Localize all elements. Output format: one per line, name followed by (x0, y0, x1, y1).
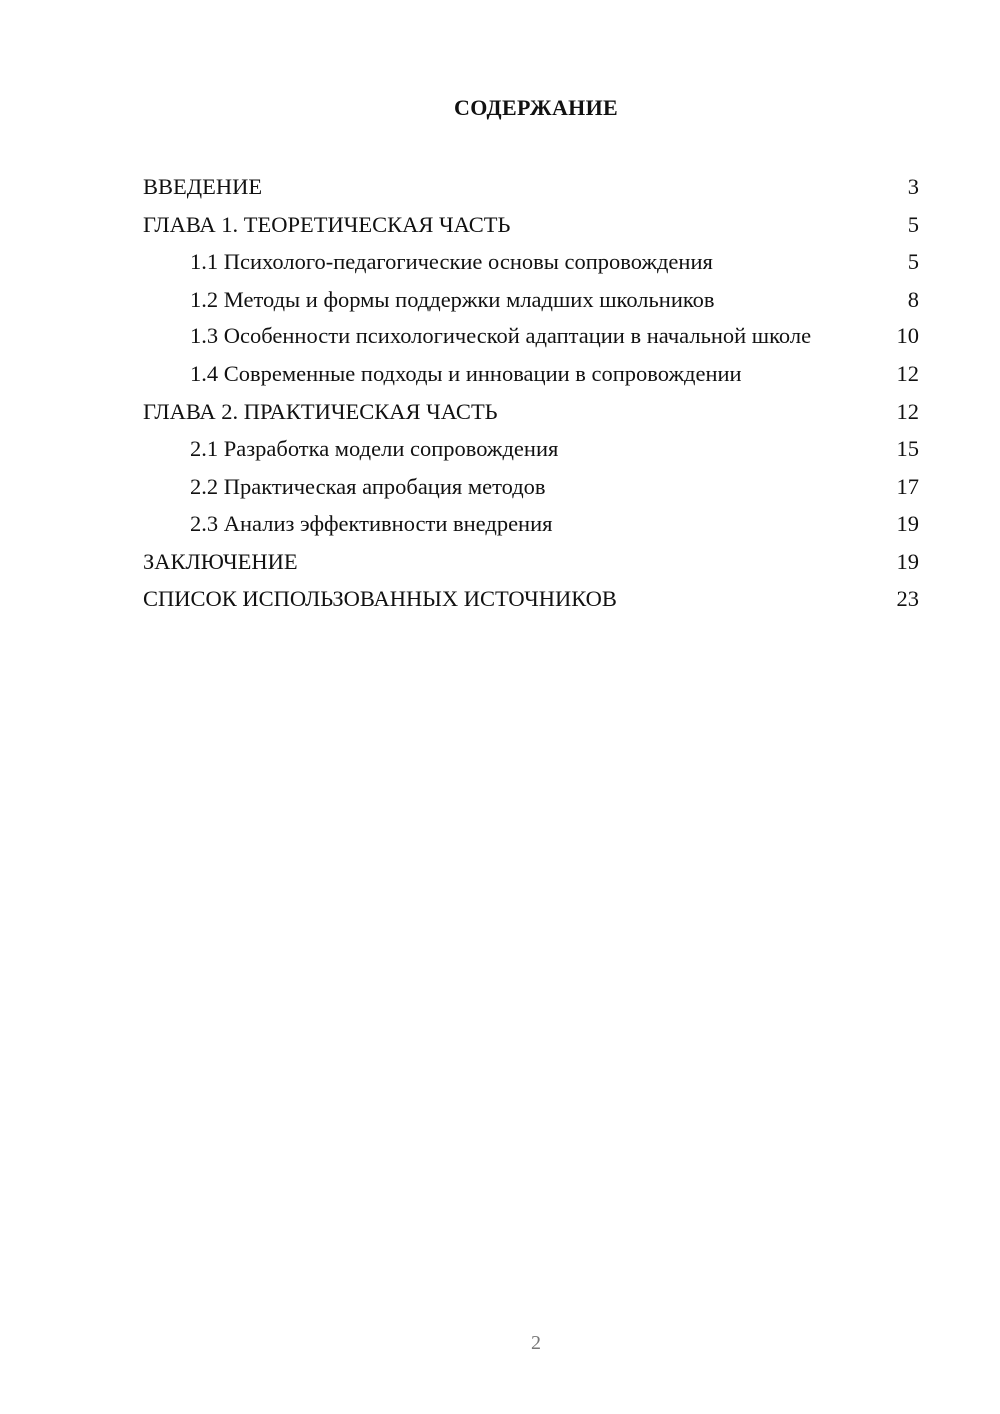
toc-entry-label: 1.2 Методы и формы поддержки младших школьников (190, 286, 715, 312)
toc-entry-page: 17 (896, 473, 919, 499)
toc-entry-conclusion[interactable] (143, 543, 919, 581)
toc-entry-section-1-1[interactable] (143, 243, 919, 281)
toc-entry-page: 23 (896, 586, 919, 611)
toc-entry-section-2-2[interactable] (143, 468, 919, 506)
toc-entry-section-1-4[interactable] (143, 355, 919, 393)
page-number: 2 (531, 1332, 541, 1354)
toc-entry-chapter-1[interactable] (143, 206, 919, 244)
toc-entry-label: ЗАКЛЮЧЕНИЕ (143, 548, 298, 574)
table-of-contents (143, 168, 919, 618)
toc-entry-section-2-3[interactable] (143, 505, 919, 543)
toc-entry-section-2-1[interactable] (143, 430, 919, 468)
page-title: СОДЕРЖАНИЕ (454, 95, 618, 120)
toc-entry-label: ГЛАВА 1. ТЕОРЕТИЧЕСКАЯ ЧАСТЬ (143, 211, 511, 237)
toc-entry-page: 5 (907, 211, 919, 237)
toc-entry-page: 12 (896, 361, 919, 386)
toc-entry-page: 19 (896, 511, 919, 536)
toc-entry-page: 3 (907, 174, 919, 199)
toc-entry-section-1-2[interactable] (143, 281, 919, 319)
toc-entry-page: 8 (907, 286, 919, 312)
toc-entry-page: 12 (896, 398, 919, 424)
toc-entry-label: 1.4 Современные подходы и инновации в сопровождении (190, 361, 742, 386)
toc-entry-chapter-2[interactable] (143, 393, 919, 431)
toc-entry-label: 2.3 Анализ эффективности внедрения (190, 511, 553, 536)
toc-entry-page: 10 (896, 323, 919, 348)
toc-entry-introduction[interactable] (143, 168, 919, 206)
toc-entry-label: ВВЕДЕНИЕ (143, 174, 263, 199)
toc-entry-page: 19 (896, 548, 919, 574)
toc-entry-label: ГЛАВА 2. ПРАКТИЧЕСКАЯ ЧАСТЬ (143, 398, 498, 424)
toc-entry-label: 2.2 Практическая апробация методов (190, 473, 546, 499)
toc-entry-references[interactable] (143, 580, 919, 618)
toc-entry-section-1-3[interactable] (143, 318, 919, 355)
toc-entry-label: 2.1 Разработка модели сопровождения (190, 436, 559, 461)
toc-entry-label: 1.3 Особенности психологической адаптации в начальной школе (190, 323, 812, 348)
toc-entry-page: 5 (907, 249, 919, 274)
toc-entry-page: 15 (896, 436, 919, 461)
toc-entry-label: СПИСОК ИСПОЛЬЗОВАННЫХ ИСТОЧНИКОВ (143, 586, 617, 611)
toc-entry-label: 1.1 Психолого-педагогические основы сопровождения (190, 249, 713, 274)
